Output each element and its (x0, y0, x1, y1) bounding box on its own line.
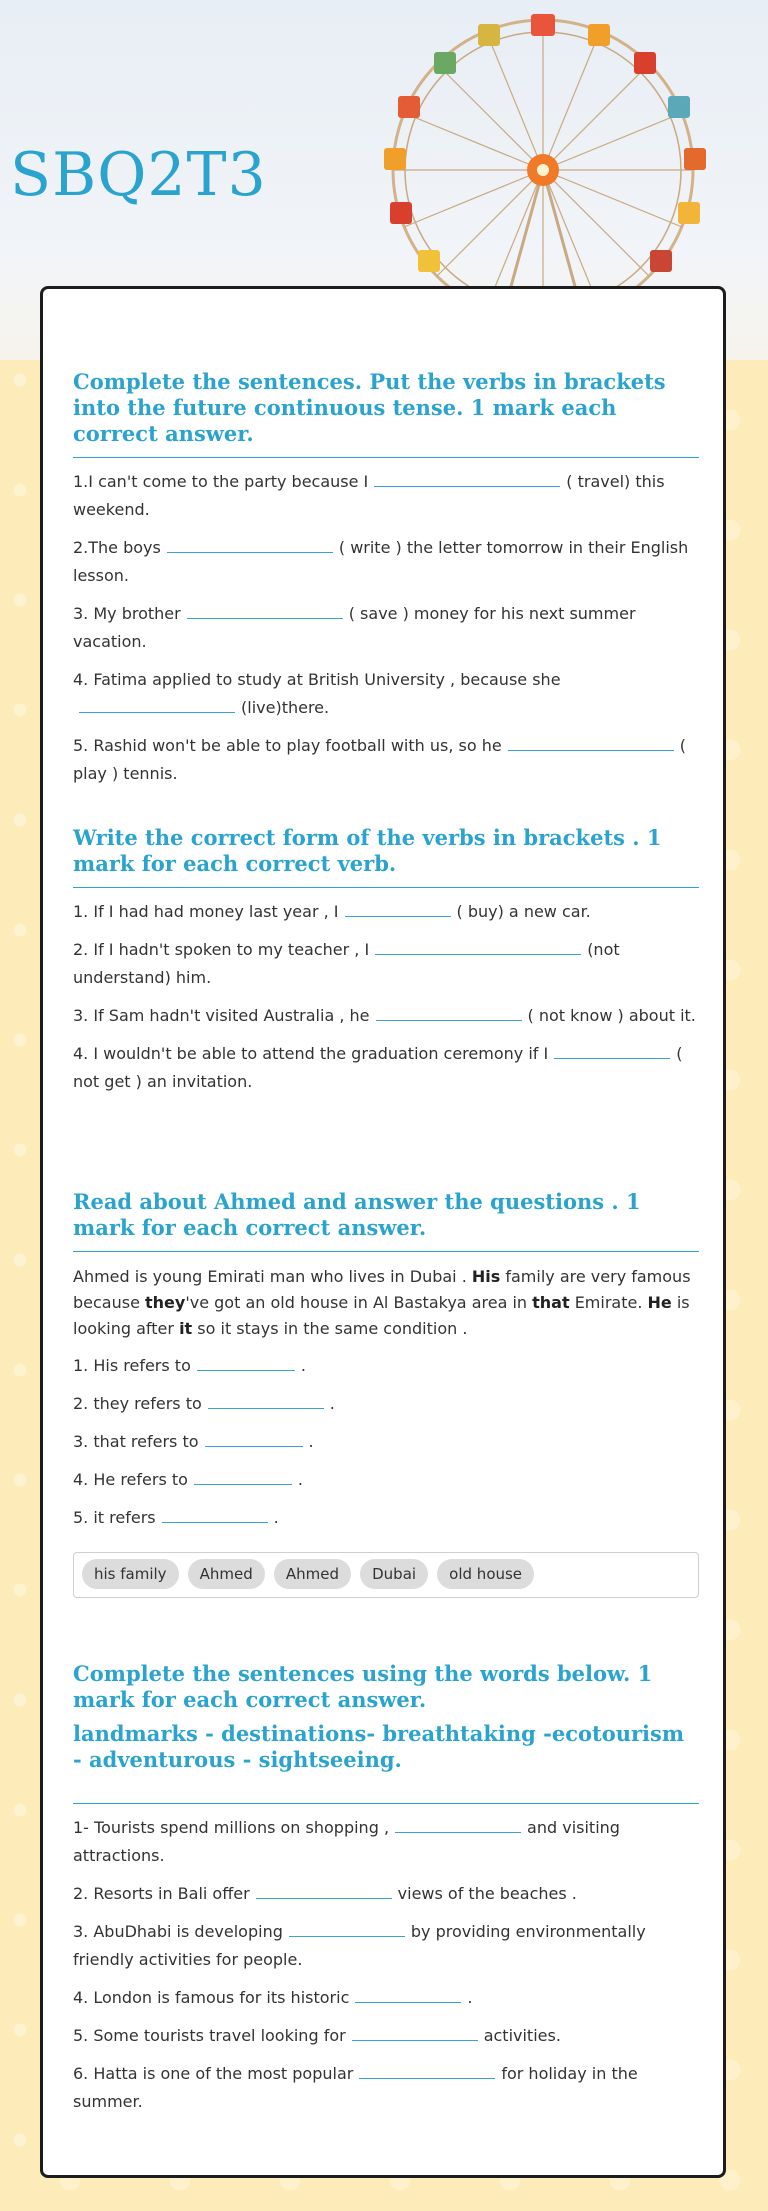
answer-blank[interactable] (554, 1040, 670, 1059)
drag-chip[interactable]: his family (82, 1559, 179, 1589)
question-2: 2. they refers to . (73, 1390, 699, 1418)
section-header (73, 1661, 699, 1804)
question-5: 5. Some tourists travel looking for activities. (73, 2022, 699, 2050)
drop-target[interactable] (208, 1390, 324, 1409)
section-future-continuous (73, 369, 699, 788)
answer-blank[interactable] (167, 534, 333, 553)
question-1: 1. If I had had money last year , I ( buy) a new car. (73, 898, 699, 926)
drag-chip[interactable]: Ahmed (188, 1559, 265, 1589)
answer-blank[interactable] (289, 1918, 405, 1937)
drag-chip[interactable]: old house (437, 1559, 534, 1589)
word-bank (73, 1552, 699, 1598)
question-4: 4. I wouldn't be able to attend the graduation ceremony if I ( not get ) an invitation. (73, 1040, 699, 1096)
section-tourism-vocabulary (73, 1661, 699, 2116)
section-title: Read about Ahmed and answer the questions . 1 mark for each correct answer. (73, 1189, 699, 1252)
question-4: 4. London is famous for its historic . (73, 1984, 699, 2012)
page-title: SBQ2T3 (10, 140, 267, 210)
drop-target[interactable] (162, 1504, 268, 1523)
drop-target[interactable] (197, 1352, 295, 1371)
answer-blank[interactable] (256, 1880, 392, 1899)
answer-blank[interactable] (345, 898, 451, 917)
question-3: 3. My brother ( save ) money for his next summer vacation. (73, 600, 699, 656)
question-1: 1. His refers to . (73, 1352, 699, 1380)
question-3: 3. If Sam hadn't visited Australia , he ( not know ) about it. (73, 1002, 699, 1030)
section-title: Complete the sentences. Put the verbs in brackets into the future continuous tense. 1 mark each correct answer. (73, 369, 699, 458)
question-3: 3. that refers to . (73, 1428, 699, 1456)
drag-chip[interactable]: Dubai (360, 1559, 428, 1589)
section-conditionals (73, 825, 699, 1096)
drag-chip[interactable]: Ahmed (274, 1559, 351, 1589)
question-4: 4. Fatima applied to study at British University , because she(live)there. (73, 670, 561, 717)
answer-blank[interactable] (395, 1814, 521, 1833)
drop-target[interactable] (205, 1428, 303, 1447)
answer-blank[interactable] (376, 1002, 522, 1021)
answer-blank[interactable] (187, 600, 343, 619)
question-6: 6. Hatta is one of the most popular for holiday in the summer. (73, 2060, 699, 2116)
question-2: 2.The boys ( write ) the letter tomorrow in their English lesson. (73, 534, 699, 590)
answer-blank[interactable] (79, 694, 235, 713)
drop-target[interactable] (194, 1466, 292, 1485)
answer-blank[interactable] (355, 1984, 461, 2003)
answer-blank[interactable] (375, 936, 581, 955)
question-2: 2. Resorts in Bali offer views of the beaches . (73, 1880, 699, 1908)
section-reading-reference (73, 1189, 699, 1598)
answer-blank[interactable] (374, 468, 560, 487)
answer-blank[interactable] (508, 732, 674, 751)
section-title: Complete the sentences using the words below. 1 mark for each correct answer. (73, 1661, 653, 1712)
answer-blank[interactable] (352, 2022, 478, 2041)
answer-blank[interactable] (359, 2060, 495, 2079)
quiz-card (40, 286, 726, 2178)
question-3: 3. AbuDhabi is developing by providing environmentally friendly activities for people. (73, 1918, 699, 1974)
question-1: 1- Tourists spend millions on shopping , and visiting attractions. (73, 1814, 699, 1870)
question-1: 1.I can't come to the party because I ( travel) this weekend. (73, 468, 699, 524)
question-5: 5. it refers . (73, 1504, 699, 1532)
question-4: 4. He refers to . (73, 1466, 699, 1494)
reading-passage: Ahmed is young Emirati man who lives in Dubai . His family are very famous because they've got an old house in Al Bastakya area in that Emirate. He is looking after it so it stays in the same condition . (73, 1267, 691, 1338)
question-5: 5. Rashid won't be able to play football with us, so he ( play ) tennis. (73, 732, 699, 788)
section-title: Write the correct form of the verbs in brackets . 1 mark for each correct verb. (73, 825, 699, 888)
word-list: landmarks - destinations- breathtaking -ecotourism - adventurous - sightseeing. (73, 1721, 685, 1772)
question-2: 2. If I hadn't spoken to my teacher , I (not understand) him. (73, 936, 699, 992)
